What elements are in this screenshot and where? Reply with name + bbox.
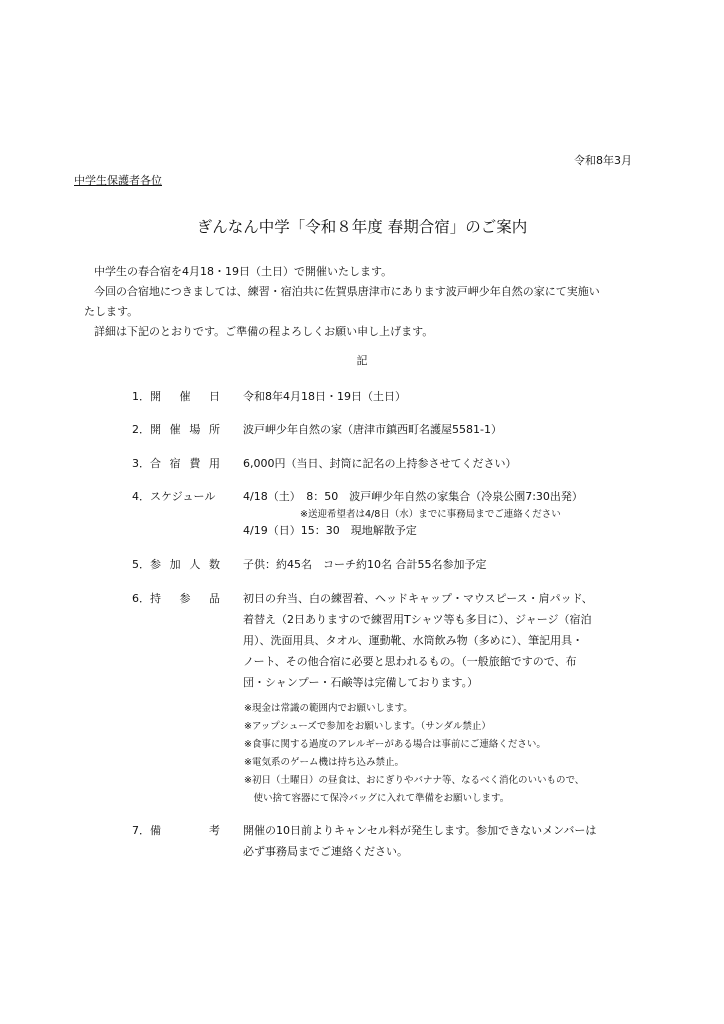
belongings-note: ※アップシューズで参加をお願いします。（サンダル禁止） bbox=[244, 721, 491, 732]
recipient: 中学生保護者各位 bbox=[74, 174, 162, 187]
intro-line-2: 今回の合宿地につきましては、練習・宿泊共に佐賀県唐津市にあります波戸岬少年自然の家にて実施い bbox=[94, 285, 600, 298]
belongings-note: ※食事に関する過度のアレルギーがある場合は事前にご連絡ください。 bbox=[244, 739, 546, 750]
ki-heading: 記 bbox=[356, 354, 368, 367]
belongings-note: 使い捨て容器にて保冷バッグに入れて準備をお願いします。 bbox=[244, 793, 510, 804]
belongings-note: ※現金は常識の範囲内でお願いします。 bbox=[244, 703, 413, 714]
item-participants-value: 子供：約45名 コーチ約10名 合計55名参加予定 bbox=[243, 558, 487, 571]
item-place-label: 2．開 催 場 所 bbox=[132, 423, 220, 436]
belongings-line: ノート、その他合宿に必要と思われるもの。（一般旅館ですので、布 bbox=[243, 655, 577, 668]
item-schedule-line-1: 4/18（土） 8：50 波戸岬少年自然の家集合（冷泉公園7:30出発） bbox=[243, 490, 583, 503]
item-fee-label: 3．合 宿 費 用 bbox=[132, 457, 220, 470]
item-remarks-label: 7．備 考 bbox=[132, 824, 220, 837]
item-schedule-label: 4．スケジュール bbox=[132, 490, 216, 503]
belongings-line: 着替え（2日ありますので練習用Tシャツ等も多目に）、ジャージ（宿泊 bbox=[243, 613, 592, 626]
intro-line-1: 中学生の春合宿を4月18・19日（土日）で開催いたします。 bbox=[94, 265, 393, 278]
item-fee-value: 6,000円（当日、封筒に記名の上持参させてください） bbox=[243, 457, 517, 470]
item-schedule-note: ※送迎希望者は4/8日（水）までに事務局までご連絡ください bbox=[300, 509, 561, 520]
item-participants-label: 5．参 加 人 数 bbox=[132, 558, 220, 571]
belongings-note: ※電気系のゲーム機は持ち込み禁止。 bbox=[244, 757, 404, 768]
belongings-line: 用）、洗面用具、タオル、運動靴、水筒飲み物（多めに）、筆記用具・ bbox=[243, 634, 584, 647]
remarks-line: 開催の10日前よりキャンセル料が発生します。参加できないメンバーは bbox=[243, 824, 597, 837]
belongings-note: ※初日（土曜日）の昼食は、おにぎりやバナナ等、なるべく消化のいいもので、 bbox=[244, 775, 585, 786]
document-date: 令和8年3月 bbox=[574, 154, 632, 167]
intro-line-3: たします。 bbox=[84, 305, 139, 318]
item-schedule-line-2: 4/19（日）15：30 現地解散予定 bbox=[243, 524, 417, 537]
item-date-value: 令和8年4月18日・19日（土日） bbox=[243, 390, 406, 403]
document-title: ぎんなん中学「令和８年度 春期合宿」のご案内 bbox=[196, 218, 528, 236]
item-place-value: 波戸岬少年自然の家（唐津市鎮西町名護屋5581-1） bbox=[243, 423, 502, 436]
intro-line-4: 詳細は下記のとおりです。ご準備の程よろしくお願い申し上げます。 bbox=[94, 325, 434, 338]
remarks-line: 必ず事務局までご連絡ください。 bbox=[243, 845, 408, 858]
belongings-line: 団・シャンプー・石鹸等は完備しております。） bbox=[243, 676, 479, 689]
item-belongings-label: 6．持 参 品 bbox=[132, 592, 220, 605]
item-date-label: 1．開 催 日 bbox=[132, 390, 220, 403]
belongings-line: 初日の弁当、白の練習着、ヘッドキャップ・マウスピース・肩パッド、 bbox=[243, 592, 593, 605]
